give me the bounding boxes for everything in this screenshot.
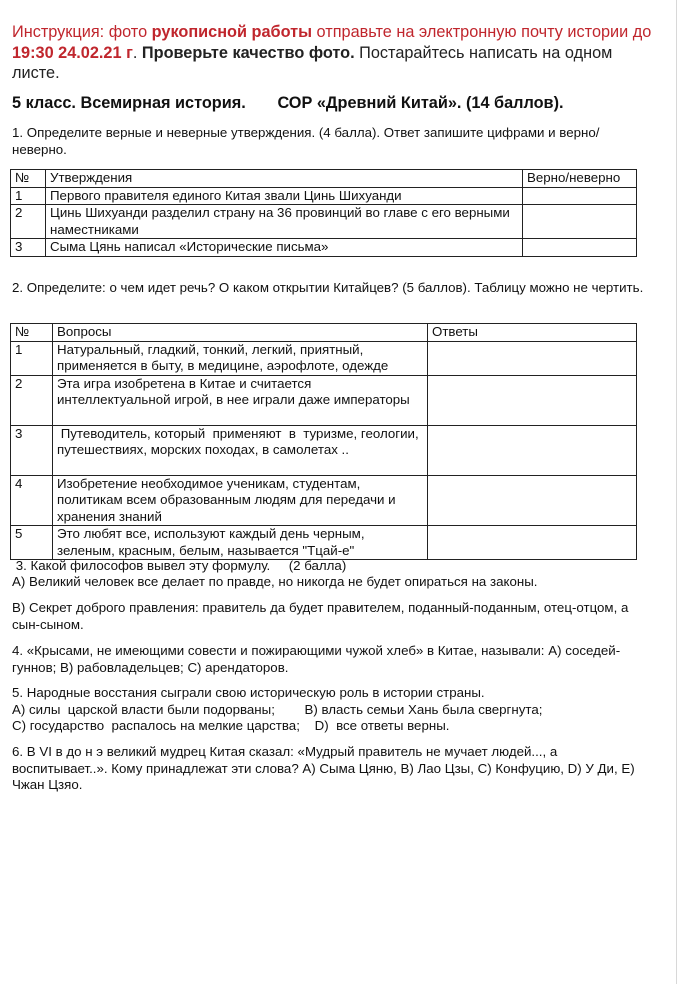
- row-number: 3: [11, 239, 46, 257]
- row-number: 5: [11, 526, 53, 560]
- instruction-text: отправьте на электронную почту истории до: [312, 23, 652, 41]
- page-edge: [676, 0, 677, 984]
- header-statements: Утверждения: [46, 170, 523, 188]
- statements-table: [10, 169, 637, 257]
- row-number: 2: [11, 205, 46, 239]
- instruction-emphasis: рукописной работы: [151, 23, 313, 41]
- q6-text: 6. В VI в до н э великий мудрец Китая сказал: «Мудрый правитель не мучает людей..., а воспитывает..». Кому принадлежат эти слова? А) Сыма Цяню, В) Лао Цзы, С) Конфуцию, D) У Ди, E) Чжан Цзяо.: [12, 744, 635, 792]
- statement-text: Первого правителя единого Китая звали Цинь Шихуанди: [46, 187, 523, 205]
- answer-cell[interactable]: [523, 187, 637, 205]
- q3-text: 3. Какой философов вывел эту формулу. (2 балла): [12, 558, 347, 573]
- table-row: [11, 239, 637, 257]
- instruction-emphasis: Проверьте качество фото.: [141, 43, 355, 62]
- q3-option-a: А) Великий человек все делает по правде, но никогда не будет опираться на законы.: [12, 574, 538, 589]
- instruction-text: Инструкция: фото: [12, 23, 152, 41]
- answer-cell[interactable]: [428, 526, 637, 560]
- deadline: 19:30 24.02.21 г: [12, 43, 133, 62]
- question-text: Эта игра изобретена в Китае и считается интеллектуальной игрой, в нее играли даже императоры: [53, 375, 428, 425]
- q5-text: 5. Народные восстания сыграли свою историческую роль в истории страны.: [12, 685, 485, 700]
- instruction-text: .: [132, 43, 142, 62]
- row-number: 1: [11, 341, 53, 375]
- row-number: 1: [11, 187, 46, 205]
- statement-text: Цинь Шихуанди разделил страну на 36 провинций во главе с его верными наместниками: [46, 205, 523, 239]
- q4-text: 4. «Крысами, не имеющими совести и пожирающими чужой хлеб» в Китае, называли: А) соседей-гуннов; В) рабовладельцев; С) арендаторов.: [12, 643, 621, 675]
- q5-options-line2: С) государство распалось на мелкие царства; D) все ответы верны.: [12, 718, 450, 733]
- header-questions: Вопросы: [53, 324, 428, 342]
- table-header-row: [11, 170, 637, 188]
- statement-text: Сыма Цянь написал «Исторические письма»: [46, 239, 523, 257]
- instruction: [12, 22, 652, 84]
- row-number: 4: [11, 475, 53, 526]
- row-number: 3: [11, 425, 53, 475]
- answer-cell[interactable]: [523, 239, 637, 257]
- header-answers: Ответы: [428, 324, 637, 342]
- answer-cell[interactable]: [523, 205, 637, 239]
- questions-table: [10, 323, 637, 560]
- question-text: Натуральный, гладкий, тонкий, легкий, приятный, применяется в быту, в медицине, аэрофлоте, одежде: [53, 341, 428, 375]
- answer-cell[interactable]: [428, 341, 637, 375]
- question-text: Это любят все, используют каждый день черным, зеленым, красным, белым, называется "Тцай-е": [53, 526, 428, 560]
- row-number: 2: [11, 375, 53, 425]
- table-row: [11, 187, 637, 205]
- q2-text: 2. Определите: о чем идет речь? О каком открытии Китайцев? (5 баллов). Таблицу можно не чертить.: [12, 280, 644, 295]
- q3-option-b: В) Секрет доброго правления: правитель да будет правителем, поданный-поданным, отец-отцом, а сын-сыном.: [12, 600, 629, 632]
- header-true-false: Верно/неверно: [523, 170, 637, 188]
- table-row: [11, 526, 637, 560]
- table-header-row: [11, 324, 637, 342]
- page-title: 5 класс. Всемирная история. СОР «Древний Китай». (14 баллов).: [12, 94, 564, 112]
- table-row: [11, 205, 637, 239]
- header-number: №: [11, 324, 53, 342]
- table-row: [11, 375, 637, 425]
- table-row: [11, 341, 637, 375]
- answer-cell[interactable]: [428, 375, 637, 425]
- instruction-text: Постарайтесь написать на одном листе.: [12, 43, 613, 82]
- question-text: Изобретение необходимое ученикам, студентам, политикам всем образованным людям для передачи и хранения знаний: [53, 475, 428, 526]
- table-row: [11, 475, 637, 526]
- q1-text: 1. Определите верные и неверные утверждения. (4 балла). Ответ запишите цифрами и верно/неверно.: [12, 125, 600, 157]
- table-row: [11, 425, 637, 475]
- answer-cell[interactable]: [428, 475, 637, 526]
- q5-options-line1: А) силы царской власти были подорваны; В) власть семьи Хань была свергнута;: [12, 702, 543, 717]
- question-text: Путеводитель, который применяют в туризме, геологии, путешествиях, морских походах, в самолетах ..: [53, 425, 428, 475]
- header-number: №: [11, 170, 46, 188]
- answer-cell[interactable]: [428, 425, 637, 475]
